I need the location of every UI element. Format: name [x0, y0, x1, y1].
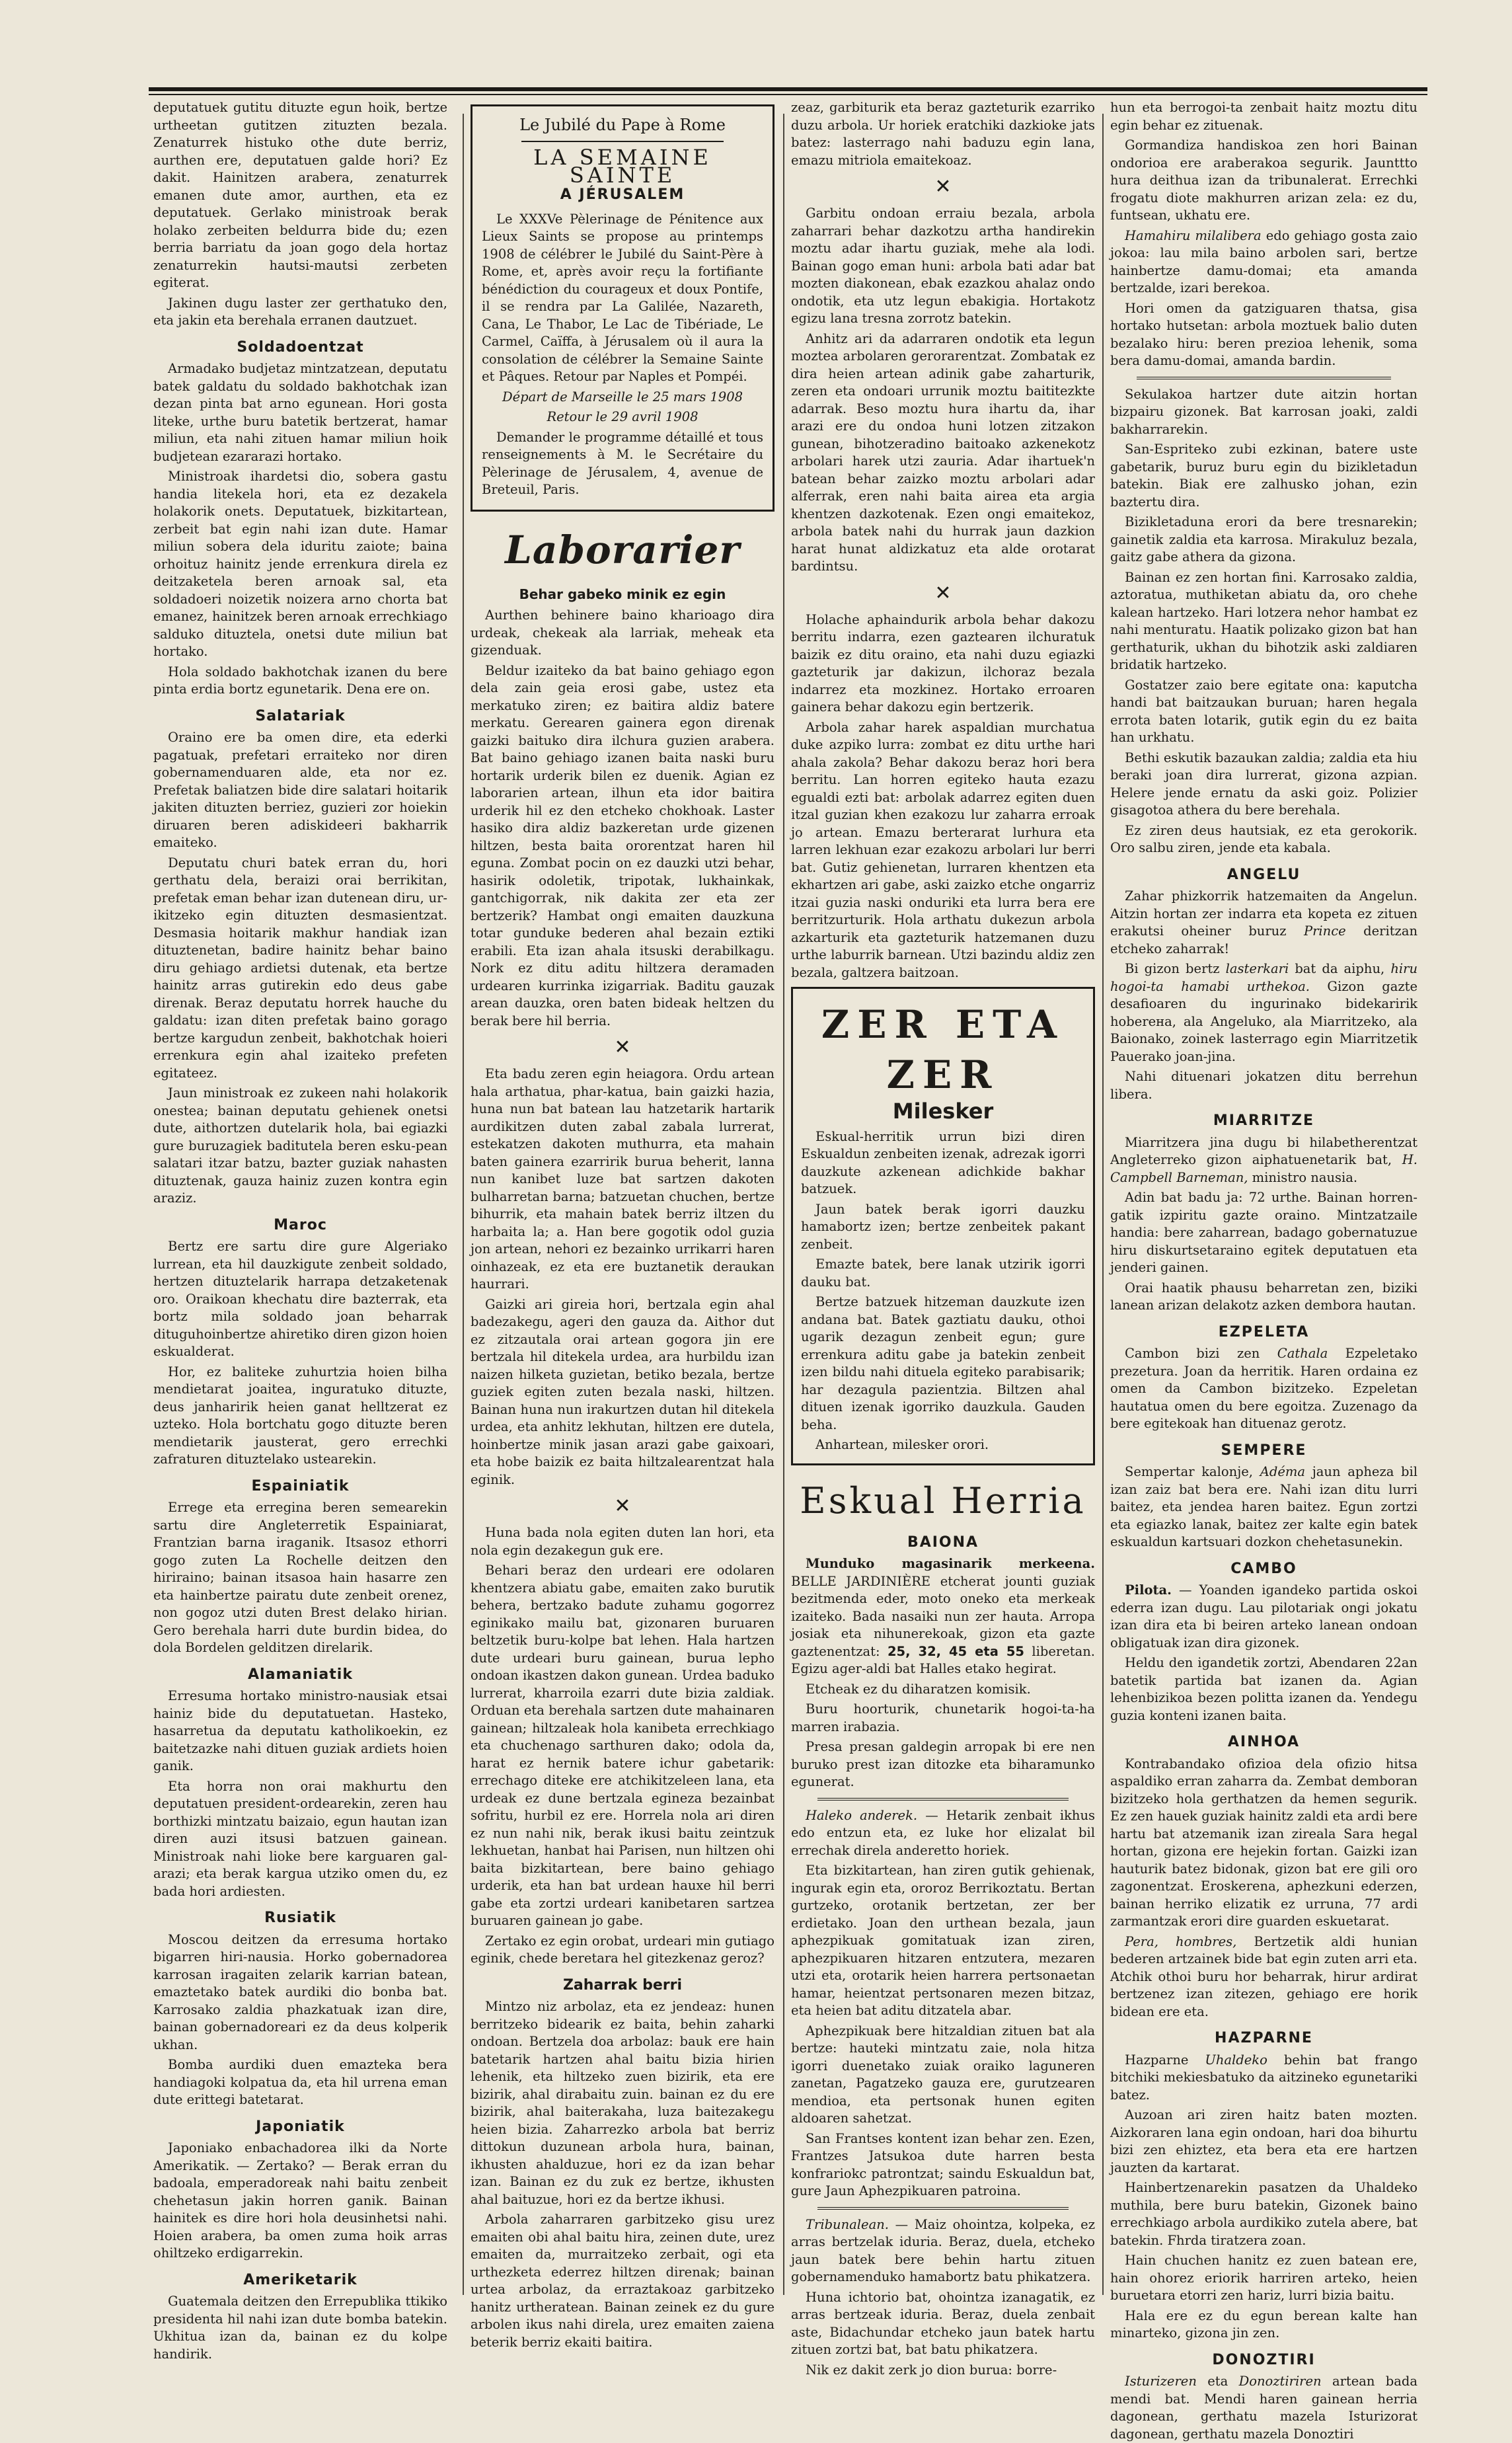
laborarier-title: Laborarier — [505, 527, 740, 572]
paragraph: Hain chuchen hanitz ez zuen batean ere, hain ohorez eriorik harriren arteko, heien buruetara etorri zen hariz, lurri bizia baitu. — [1110, 2253, 1418, 2303]
section-heading-maroc: Maroc — [274, 1216, 327, 1233]
price-list: 25, 32, 45 eta 55 — [887, 1643, 1025, 1659]
paragraph: Jaun ministroak ez zukeen nahi holakorik onestea; bainan deputatu gehienek onetsi dute, aithortzen dutelarik hola, bai egiazki gure buruzagiek baditutela beren esku-pean salatari itzar batzu, bazter guziak nahasten dituztenak, gauza hainiz zuzen kontra egin araziz. — [153, 1085, 447, 1206]
italic-lead: Tribunalean. — [806, 2216, 889, 2232]
paragraph: Aphezpikuak bere hitzaldian zituen bat ala bertze: hauteki mintzatu zaie, nola hitza igorri duenetako zuiak oraiko laguneren zanetan, Pagatzeko gauza ere, gurutzearen mendioa, eta pertsonak hunen egiten aldoaren sahetzat. — [791, 2023, 1095, 2126]
italic-phrase: hiru hogoi-ta hamabi urthekoa. — [1110, 961, 1418, 994]
paragraph: Eskual-herritik urrun bizi diren Eskualdun zenbeiten izenak, adrezak igorri dauzkute azkenean adichkide bakhar batzuek. — [801, 1128, 1085, 1196]
paragraph: Deputatu churi batek erran du, hori gerthatu dela, beraizi orai berrikitan, prefetak eman behar izan dutenean diru, ur-ikitzeko egin dituzten desmasientzat. Desmasia hoitarik makhur handiak izan dituztenetan, badire hainitz behar baino diru gehiago ardietsi dutenak, eta bertze hainitz arras gutirekin edo deus gabe direnak. Beraz deputatu horrek hauche du galdatu: izan diten prefetak baino gorago bertze kargudun zenbeit, bakhotchak hoieri errenkura egin ahal izaiteko prefeten egitateez. — [153, 855, 447, 1081]
paragraph: zeaz, garbiturik eta beraz gazteturik ezarriko duzu arbola. Ur horiek eratchiki dazkioke jats batez: lasterrago nahi baduzu egin lana, emazu mitriola emaitekoaz. — [791, 100, 1095, 168]
paragraph: Gaizki ari gireia hori, bertzala egin ahal badezakegu, ageri den gauza da. Aithor dut ez zitzautala orai artean gogora jin ere bertzala hil ditekela urdea, ara hurbildu izan naizen hilketa guzietan, betiko bezala, bertze guziek egiten zuten bezala naski, hiltzen. Bainan huna nun irakurtzen dutan hil ditekela urdea, eta anhitz lekhutan, hiltzen ere dutela, hoinbertze minik jasan arazi gabe gaixoari, eta hobe baizik ez baita hiltzalearentzat hala eginik. — [471, 1296, 775, 1487]
section-heading-angelu: ANGELU — [1227, 866, 1301, 883]
paragraph — [1110, 888, 1418, 958]
paragraph: Oraino ere ba omen dire, eta ederki pagatuak, prefetari erraiteko nor diren gobernamenduaren alde, eta nor ez. Prefetak baliatzen bide dire salatari hoitarik jakiten dituzten berriez, guzieri zor hoiekin diruaren beren adiskideeri bakharrik emaiteko. — [153, 730, 447, 850]
paragraph — [1110, 1582, 1418, 1652]
paragraph-text: Cambon bizi zen — [1125, 1346, 1260, 1361]
section-heading-donoztiri: DONOZTIRI — [1212, 2351, 1316, 2368]
paragraph: Mintzo niz arbolaz, eta ez jendeaz: hunen berritzeko bidearik ez baita, behin zaharki ondoan. Bertzela doa arbolaz: bauk ere hain batetarik hartzen ahal baitu bizia hirien lehenik, eta hiltzeko zuen bizirik, eta ere bizirik, ahal dirabaitu zuin. bainan ez du ere bizirik, ahal baiterakaha, luza baitezakegu heien bizia. Zaharrezko arbola bat berriz dittokun duzunean arbola hura, bainan, ikhusten ahalduzue, hori ez da izan behar izan. Bainan ez du zuk ez bertze, ikhusten ahal baituzue, hori ez da bertze ikhusi. — [471, 1999, 775, 2207]
paragraph: Bizikletaduna erori da bere tresnarekin; gainetik zaldia eta karrosa. Mirakuluz bezala, gaitz gabe athera da gizona. — [1110, 514, 1418, 564]
paragraph: Aurthen behinere baino kharioago dira urdeak, chekeak ala larriak, meheak eta gizenduak. — [471, 607, 775, 658]
zer-eta-zer-box — [791, 987, 1095, 1465]
paragraph: Etcheak ez du diharatzen komisik. — [806, 1681, 1031, 1697]
section-heading-baiona: BAIONA — [907, 1533, 979, 1551]
italic-word: Prince — [1303, 923, 1346, 939]
divider — [817, 2207, 1069, 2210]
paragraph-text: Bi gizon bertz — [1125, 961, 1220, 976]
paragraph: Bertze batzuek hitzeman dauzkute izen andana bat. Batek gaztiatu dauku, othoi ugarik dezagun zenbeit egun; gure errenkura aditu gabe ja batekin zenbeit izen bildu nahi dituela egiteko parabisarik; har dezagula pazientzia. Biltzen ahal dituen izenak igorriko dauzkula. Gauden beha. — [801, 1294, 1085, 1432]
paragraph: Nahi dituenari jokatzen ditu berrehun libera. — [1110, 1069, 1418, 1102]
paragraph: Jaun batek berak igorri dauzku hamabortz izen; bertze zenbeitek pakant zenbeit. — [801, 1201, 1085, 1252]
paragraph: Gostatzer zaio bere egitate ona: kaputcha handi bat baitzaukan buruan; haren hegala errota baten lotarik, gutik egin du ez baita han urkhatu. — [1110, 677, 1418, 745]
paragraph: Bainan ez zen hortan fini. Karrosako zaldia, aztoratua, muthiketan abiatu da, oro chehe kalean hartzeko. Hari lotzera nehor hambat ez nahi menturatu. Haatik polizako gizon bat han gerthaturik, ukhan du bihotzik aski zaldiaren bridatik hartzeko. — [1110, 569, 1418, 672]
italic-name: Adéma — [1260, 1464, 1305, 1479]
paragraph-text: jaun apheza bil izan zaiz bat bera ere. Nahi izan ditu lurri baitez, eta jendea haren baitez. Egun zortzi eta egiazko lanak, baitez zer kalte egin batek eskualdun kartsuari dozkon chehetasunekin. — [1110, 1464, 1418, 1549]
paragraph: Garbitu ondoan erraiu bezala, arbola zaharrari behar dazkotzu artha handirekin moztu adar ihartu guziak, mehe ala lodi. Bainan gogo eman huni: arbola bati adar bat mozten diakonean, ebak ezazkou ahalaz ondo ondotik, eta utz legun ebakigia. Hortakotz egizu lana tresna zorrotz batekin. — [791, 206, 1095, 326]
section-heading-ameriketarik: Ameriketarik — [243, 2271, 358, 2288]
cross-separator-icon: ✕ — [934, 581, 952, 605]
paragraph: Le XXXVe Pèlerinage de Pénitence aux Lieux Saints se propose au printemps 1908 de célébrer le Jubilé du Saint-Père à Rome, et, après avoir reçu la fortifiante bénédiction du courageux et doux Pontife, il se rendra par La Galilée, Nazareth, Cana, Le Thabor, Le Lac de Tibériade, Le Carmel, Caïffa, à Jérusalem où il aura la consolation de célébrer la Semaine Sainte et Pâques. Retour par Naples et Pompéi. — [482, 211, 763, 384]
divider — [817, 1798, 1069, 1801]
column-3 — [791, 99, 1096, 2378]
paragraph — [1110, 1933, 1418, 2021]
paragraph: Ez ziren deus hautsiak, ez eta gerokorik. Oro salbu ziren, jende eta kabala. — [1110, 822, 1418, 855]
paragraph-text: Miarritzera jina dugu bi hilabetherentzat Angleterreko gizon aiphatuenetarik bat, — [1110, 1134, 1418, 1167]
section-heading-ainhoa: AINHOA — [1227, 1734, 1301, 1750]
paragraph — [1110, 2373, 1418, 2443]
paragraph: Bomba aurdiki duen emazteka bera handiagoki kolpatua da, eta hil urrena eman dute erittegi batetarat. — [153, 2057, 447, 2107]
paragraph — [1110, 227, 1418, 297]
paragraph — [791, 2216, 1095, 2286]
italic-name: H. Campbell Barneman, — [1110, 1152, 1418, 1185]
jerusalem-subtitle: A JÉRUSALEM — [560, 186, 685, 203]
paragraph: Anhitz ari da adarraren ondotik eta legun moztea arbolaren gerorarentzat. Zombatak ez dira heien artean adinik gabe zaharturik, zeren eta ondoari urrunik moztu baititezkte adarrak. Beso moztu hura ihartu da, ihar arazi ere du ondoa huni lotzen zitzakon gunean, bihotzeradino baitoako azkenekotz arbolari harek utzi zauria. Adar ihartuek'n batean behar zaizko moztu arbolari adar alferrak, eren nahi baita airea eta argia khentzen dazkotenak. Ezen ongi emaitekoz, arbola batek nahi du hurrak jaun dazkion harat hunat aldizkatuz eta alde orotarat bardintsu. — [791, 330, 1095, 574]
paragraph-text: eta — [1207, 2374, 1228, 2389]
paragraph: Adin bat badu ja: 72 urthe. Bainan horren-gatik izpiritu gazte oraino. Mintzatzaile handia: bere zaharrean, badago gobernatuzue hiru diskurtsetaraino egitek deputatuen eta jenderi gainen. — [1110, 1190, 1418, 1275]
paragraph: Zertako ez egin orobat, urdeari min gutiago eginik, chede beretara hel gitezkenaz geroz? — [471, 1933, 775, 1966]
cross-separator-icon: ✕ — [934, 175, 952, 198]
paragraph-text: — Maiz ohointza, kolpeka, ez arras bertzelak iduria. Beraz, duela, etcheko jaun batek bere behin hartu zituen gobernamenduko hamabortz batu phikatzera. — [791, 2216, 1095, 2284]
paragraph-text: artean bada mendi bat. Mendi haren gainean herria dagonean, gerthatu mazela Isturizorat dagonean, gerthatu mazela Donoztiri — [1110, 2374, 1418, 2442]
paragraph — [791, 1555, 1095, 1678]
paragraph: Eta bizkitartean, han ziren gutik gehienak, ingurak egin eta, ororoz Berrikoztatu. Bertan gurtzeko, orotanik bertzetan, zer ber erdietako. Joan den urthean bezala, jaun aphezpikuak gomitatuak izan ziren, aphezpikuaren hitzaren entzutera, mezaren utzi eta, orotarik heien harrera pertsonaetan hamar, heientzat pertsonaren mezen bitzaz, eta heien bat aditu ditzatela abar. — [791, 1863, 1095, 2018]
column-divider-3 — [1102, 114, 1104, 2295]
italic-name: Isturizeren — [1125, 2374, 1197, 2389]
paragraph-text: bat da aiphu, — [1295, 961, 1385, 976]
cross-separator-icon: ✕ — [614, 1036, 631, 1059]
eskual-herria-title: Eskual Herria — [800, 1479, 1086, 1522]
paragraph: Ministroak ihardetsi dio, sobera gastu handia litekela hori, eta ez dezakela holakorik onets. Deputatuek, bizkitartean, zerbeit bat egin nahi izan dute. Hamar miliun sobera dela iduritu zaiote; baina orhoituz hainitz jende errenkura direla ez deitzaketela beren arnoak sal, eta soldadoeri noizetik noizera arno chorta bat emanez, hainitzek beren arnoak errechkiago salduko dituztela, onetsi dute miliun bat hortako. — [153, 469, 447, 659]
paragraph: Demander le programme détaillé et tous renseignements à M. le Secrétaire du Pèlerinage de Jérusalem, 4, avenue de Breteuil, Paris. — [482, 429, 763, 497]
top-rule — [149, 87, 1427, 91]
retour-date: Retour le 29 avril 1908 — [547, 409, 699, 424]
paragraph: Eta badu zeren egin heiagora. Ordu artean hala arthatua, phar-katua, bain gaizki hazia, huna nun bat batean lau hatzetarik hartarik aurdikitzen duten zabal zabala lurrerat, estekatzen dakoten muthurra, eta mahain baten gainera ezarririk burua beherit, lanna nun kanibet luze bat sartzen dakoten bulharretan barna; batzuetan chuchen, bertze bihurrik, eta mahain batek berriz iltzen du harbaita la; a. Han bere gogotik odol guzia jon artean, nehori ez bezainko urrikarri haren oinhazeak, ez eta ere buztanetik deraukan haurrari. — [471, 1066, 775, 1292]
section-heading-rusiatik: Rusiatik — [264, 1910, 336, 1926]
italic-lead: Haleko anderek. — [806, 1807, 918, 1823]
paragraph: hun eta berrogoi-ta zenbait haitz moztu ditu egin behar ez zituenak. — [1110, 100, 1418, 133]
paragraph: Huna ichtorio bat, ohointza izanagatik, ez arras bertzeak iduria. Beraz, duela zenbait aste, Bidachundar etcheko jaun batek hartu zituen zortzi bat, bat batu phikatzera. — [791, 2289, 1095, 2357]
paragraph: Kontrabandako ofizioa dela ofizio hitsa aspaldiko erran zaharra da. Zembat demboran bizitzeko hola gerthatzen da hemen segurik. Ez zen hauek guziak hainitz zaldi eta ardi bere hartu bat atzemanik izan zireala Sara hegal hortan, gizona ere hejekin fortan. Gaizki izan hauturik batez bidonak, gizon bat ere gili oro zagonentzat. Eroskerena, aphezkuni ederzen, bainan herriko elizatik ez urruna, 77 ardi zarmantzak erori dire guarden eskuetarat. — [1110, 1756, 1418, 1929]
paragraph — [1110, 1345, 1418, 1433]
paragraph: Bertz ere sartu dire gure Algeriako lurrean, eta hil dauzkigute zenbeit soldado, hertzen dituztelarik harrapa detzaketenak oro. Oraikoan khechatu dire bazterrak, eta bortz mila soldado joan beharrak dituguhoinbertze ahiretiko diren gizon hoien eskualderat. — [153, 1239, 447, 1359]
paragraph: Holache aphaindurik arbola behar dakozu berritu indarra, ezen gaztearen ilchuratuk baizik ez ditu oraino, eta nahi duzu egiazki gazteturik jar dakizun, ilchoraz bezala indarrez eta mozkinez. Hortako erroaren gainera behar dakozu egin bertzerik. — [791, 611, 1095, 715]
paragraph: Arbola zaharraren garbitzeko gisu urez emaiten obi ahal baitu hira, zeinen dute, urez emaiten da, murraitzeko zerbait, ogi eta urthezketa ederrez hiltzen direnak; bainan urtea arbolaz, da erraztakoaz garbitzeko hanitz urtheratean. Bainan zeinek ez du gure arbolen ikus nahi direla, urez emaiten zaiena beterik berriz ekaiti baitira. — [471, 2212, 775, 2350]
paragraph: Emazte batek, bere lanak utzirik igorri dauku bat. — [801, 1257, 1085, 1290]
paragraph: Auzoan ari ziren haitz baten mozten. Aizkoraren lana egin ondoan, hari doa bihurtu bizi zen ehiztez, eta bera eta ere hartzen jauzten da kartarat. — [1110, 2107, 1418, 2175]
paragraph: Bethi eskutik bazaukan zaldia; zaldia eta hiu beraki joan dira lurrerat, gizona azpian. Helere jende ernatu da aski goiz. Polizier gisagotoa athera du bere berehala. — [1110, 750, 1418, 818]
paragraph: Anhartean, milesker orori. — [815, 1437, 989, 1452]
paragraph-text: ministro nausia. — [1252, 1169, 1358, 1185]
column-2 — [471, 99, 775, 2350]
paragraph: Arbola zahar harek aspaldian murchatua duke azpiko lurra: zombat ez ditu urthe hari ahala zakola? Behar dakozu beraz hori bera berritu. Lan horren egiteko hauta ezazu egualdi ezti bat: arbolak adarrez egiten duen itzal guzian khen ezakozu lur zaharra erroak jo artean. Emazu berterarat lurhura eta larren lekhuan ezar ezakozu arbolari lur berri bat. Gutiz gehienetan, lurraren khentzen eta ekhartzen ari gabe, aski zaizko etche ongarriz itzai guzia naski onduriki eta lurra bera ere berritzurturik. Hola arthatu dukezun arbola azkarturik eta gazteturik hatzemanen duzu urthe laburrik barnean. Utzi bazindu aldiz zen bezala, galtzera baitzoan. — [791, 719, 1095, 980]
paragraph: Armadako budjetaz mintzatzean, deputatu batek galdatu du soldado bakhotchak izan dezan pinta bat arno egunean. Hori gosta liteke, urthe buru batetik bertzerat, hamar miliun, eta nahi zituen hamar miliun hoik budjetean ezararazi hortako. — [153, 361, 447, 464]
section-heading-cambo: CAMBO — [1230, 1560, 1297, 1577]
paragraph: Erresuma hortako ministro-nausiak etsai hainiz bide du deputatuetan. Hasteko, hasarretua da deputatu katholikoekin, ez baitetzazke nahi dituen guziak ardiets hoien ganik. — [153, 1688, 447, 1773]
section-heading-japoniatik: Japoniatik — [256, 2118, 345, 2135]
semaine-sainte-title: LA SEMAINE SAINTE — [533, 145, 712, 188]
paragraph: Nik ez dakit zerk jo dion burua: borre- — [806, 2362, 1057, 2378]
paragraph: Errege eta erregina beren semearekin sartu dire Angleterretik Espainiarat, Frantzian barna iraganik. Itsasoz ethorri gogo zuten La Rochelle deitzen den hiriraino; bainan itsasoa hain hasarre zen eta hainbertze pairatu dute zenbeit orenez, non gogoz utzi duten Brest delako hirian. Gero berehala harri dute burdin bidea, do dola Bordelen gelditzen direlarik. — [153, 1500, 447, 1655]
paragraph: deputatuek gutitu dituzte egun hoik, bertze urtheetan gutitzen zituzten bezala. Zenaturrek histuko othe dute berriz, aurthen ere, deputatuen galde hori? Ez dakit. Hainitzen arabera, zenaturrek emanen dute amor, aurthen, eta ez deputatuek. Gerlako ministroak berak holako zerbeiten beldurra bide du; ezen berria barriatu da joan gogo dela hortaz zenaturrekin hautsi-mautsi zerbeten egiterat. — [153, 100, 447, 290]
paragraph — [791, 1807, 1095, 1860]
section-heading-alamaniatik: Alamaniatik — [248, 1666, 353, 1683]
column-1 — [153, 99, 447, 2362]
paragraph — [1110, 2052, 1418, 2105]
section-heading-zaharrak-berri: Zaharrak berri — [562, 1976, 683, 1994]
italic-phrase: Pera, hombres, — [1125, 1933, 1237, 1949]
paragraph: Presa presan galdegin arropak bi ere nen buruko prest izan ditozke eta biharamunko egunerat. — [791, 1739, 1095, 1789]
paragraph-text: edo gehiago gosta zaio jokoa: lau mila baino arbolen sari, bertze hainbertze damu-domai; eta amanda bertzalde, izari berekoa. — [1110, 227, 1418, 295]
zer-eta-zer-title: ZER ETA ZER — [821, 1002, 1065, 1097]
paragraph-text: — Hetarik zenbait ikhus edo entzun eta, ez luke hor elizalat bil errechak direla anderetto horiek. — [791, 1807, 1096, 1858]
ad-lead: Munduko magasinarik merkeena. — [806, 1556, 1095, 1571]
cross-separator-icon: ✕ — [614, 1494, 631, 1518]
section-heading-salatariak: Salatariak — [255, 707, 346, 724]
section-heading-hazparne: HAZPARNE — [1215, 2030, 1313, 2046]
paragraph: San-Espriteko zubi ezkinan, batere uste gabetarik, buruz buru egin du bizikletadun batekin. Biak ere zalhusko johan, ezin baztertu dira. — [1110, 442, 1418, 510]
paragraph: Beldur izaiteko da bat baino gehiago egon dela zain geia erosi gabe, ustez eta merkatuko ziren; ez baitira aldiz batere merkatu. Gerearen gainera egon direnak gaizki baituko dira ilchura guzien arabera. Bat baino gehiago izanen baita naski buru hortarik urderik bilen ez duenik. Agian ez laborarien artean, ilhun eta idor baitira urderik hil ez den etcheko chokhoak. Laster hasiko dira aldiz bazkeretan urde gizenen hiltzen, besta baita ororentzat haren hil eguna. Zombat pocin on ez dauzki utzi behar, hasirik odoletik, tripotak, lukhainkak, gantchigorrak, nik dakita zer eta zer bertzerik? Hambat ongi emaiten dauzkuna totar gunduke bederen ahal bezain eztiki erabili. Eta izan ahala itsuski derabilkagu. Nork ez ditu aditu hiltzera deramaden urdearen kurrinka izigarriak. Baditu gauzak arean dauzka, oren baten bideak heltzen du berak bere hil berria. — [471, 662, 775, 1028]
depart-date: Départ de Marseille le 25 mars 1908 — [502, 389, 743, 405]
section-heading-espainiatik: Espainiatik — [251, 1477, 350, 1494]
paragraph — [1110, 1134, 1418, 1187]
paragraph-text: Sempertar kalonje, — [1125, 1464, 1254, 1479]
jubile-announcement — [471, 104, 775, 512]
column-divider-1 — [463, 114, 464, 2295]
divider — [521, 141, 724, 142]
paragraph: Sekulakoa hartzer dute aitzin hortan bizpairu gizonek. Bat karrosan joaki, zaldi bakharrarekin. — [1110, 386, 1418, 437]
paragraph-text: Gizon gazte desafioaren du ingurinako bidekaririk hobereна, ala Angeluko, ala Miarritzeko, ala Baionako, zoinek lasterrago egin Miarritzetik Pauerako joan-jina. — [1110, 978, 1418, 1064]
paragraph: Guatemala deitzen den Errepublika ttikiko presidenta hil nahi izan dute bomba batekin. Ukhitua izan da, bainan ez du kolpe handirik. — [153, 2294, 447, 2362]
paragraph-text: Bertzetik aldi hunian bederen artzainek bide bat egin zuten arri eta. Atchik othoi buru hor beharrak, hirur ardirat bertzenez izan zitezen, gehiago ere horik bidean ere eta. — [1110, 1933, 1418, 2019]
section-heading-miarritze: MIARRITZE — [1213, 1112, 1315, 1129]
ad-text-end: liberetan. Egizu ager-aldi bat Halles etako hegirat. — [791, 1643, 1095, 1676]
paragraph-text: Ezpeletako prezetura. Joan da herritik. Haren ordaina ez omen da Cambon bizitzeko. Ezpeletan hautatua omen du bere egoitza. Zuzenago da bere egitekoak han dituenaz gerotz. — [1110, 1346, 1418, 1431]
italic-name: Donoztiriren — [1238, 2374, 1322, 2389]
italic-name: Uhaldeko — [1205, 2052, 1267, 2068]
paragraph-text: Hazparne — [1125, 2052, 1189, 2068]
paragraph: Behari beraz den urdeari ere odolaren khentzera abiatu gabe, emaiten zako burutik behera, bertzako badute zuhamu gogorrez eginikako mailu bat, gizonaren buruaren beltzetik buru-kolpe bat lehen. Hala hartzen dute urdeari buru gainean, burua lepho ondoan ikastzen dakon gunean. Urdea baduko lurrerat, kharroila ezarri dute bizia zaldiak. Orduan eta berehala sartzen dute mahainaren gainean; hiltzaleak hola kanibeta errechkiago eta chuchenago sarthuren dako; odola da, harat ez hernik batere ichur gabetarik: errechago diteke ere atchikitzeleen lana, eta urdeak ez dune bertzala egineza bezainbat sofritu, hurbil ez ere. Horrela nola ari diren ez nun nahi nik, berak ikusi baitu zeintzuk lekhuetan, hanbat hai Parisen, nun hiltzen ohi baita bizkitartean, bere baino gehiago urderik, eta han bat urdean hauxe hil berri gabe eta zortzi urdeari kanibetaren sartzea buruaren gainean jo gabe. — [471, 1563, 775, 1928]
paragraph: Hola soldado bakhotchak izanen du bere pinta erdia bortz egunetarik. Dena ere on. — [153, 664, 447, 697]
column-4 — [1110, 99, 1418, 2442]
italic-word: lasterkari — [1225, 961, 1289, 976]
section-heading-ezpeleta: EZPELETA — [1218, 1323, 1310, 1340]
column-divider-2 — [783, 114, 784, 2295]
paragraph: Jakinen dugu laster zer gerthatuko den, eta jakin eta berehala erranen dautzuet. — [153, 295, 447, 328]
paragraph: Eta horra non orai makhurtu den deputatuen president-ordearekin, zeren hau borthizki mintzatu baizaio, egun hautan izan diren auzi itsusi batzuen gainean. Ministroak nahi lioke bere karguaren gal-arazi; eta berak kargua utziko omen du, ez bada hori ardiesten. — [153, 1778, 447, 1899]
top-rule-thin — [149, 94, 1427, 95]
paragraph: Hainbertzenarekin pasatzen da Uhaldeko muthila, bere buru batekin, Gizonek baino errechkiago arbola aurdikiko zutela abere, bat batekin. Fhrda tiratzera zoan. — [1110, 2180, 1418, 2248]
paragraph-text: behin bat frango bitchiki mekiesbatuko da aitzineko egunetariki batez. — [1110, 2052, 1418, 2103]
paragraph — [1110, 960, 1418, 1066]
paragraph: Japoniako enbachadorea ilki da Norte Amerikatik. — Zertako? — Berak erran du badoala, emperadoreak nahi baitu zenbeit chehetasun jakin horren ganik. Bainan hainitek es dire hori hola deusinhetsi nahi. Hoien arabera, ba omen zuma hoik arras ohiltzeko erdigarrekin. — [153, 2140, 447, 2261]
paragraph: Orai haatik phausu beharretan zen, biziki lanean arizan delakotz azken dembora hautan. — [1110, 1280, 1418, 1313]
paragraph: Hala ere ez du egun berean kalte han minarteko, gizona jin zen. — [1110, 2307, 1418, 2341]
section-heading-soldadoentzat: Soldadoentzat — [237, 338, 364, 356]
section-heading-sempere: SEMPERE — [1221, 1442, 1307, 1459]
bold-lead: Pilota. — [1125, 1582, 1172, 1598]
paragraph — [1110, 1463, 1418, 1551]
italic-name: Cathala — [1277, 1346, 1328, 1361]
jubile-title: Le Jubilé du Pape à Rome — [519, 116, 726, 134]
paragraph: Gormandiza handiskoa zen hori Bainan ondorioa ere araberakoa segurik. Jaunttto hura deithua izan da tribunalerat. Errechki frogatu diote makhurren arizan zela: ez du, funtsean, ukhatu ere. — [1110, 137, 1418, 223]
ad-text: BELLE JARDINIÈRE etcherat jounti guziak bezitmenda eder, moto oneko eta merkeak izaiteko. Bada nasaiki nun zer hauta. Arropa josiak eta nihunerekoak, gizon eta gazte gaztenentzat: — [791, 1573, 1095, 1659]
paragraph: Heldu den igandetik zortzi, Abendaren 22an batetik partida bat izanen da. Agian lehenbizikoa bezen politta izanen da. Yendegu guzia konteni izanen baita. — [1110, 1655, 1418, 1723]
paragraph: San Frantses kontent izan behar zen. Ezen, Frantzes Jatsukoa dute harren besta konfrariokc patrontzat; saindu Eskualdun bat, gure Jaun Aphezpikuaren patroina. — [791, 2130, 1095, 2198]
paragraph-text: — Yoanden igandeko partida oskoi ederra izan dugu. Lau pilotariak ongi jokatu izan dira eta bi beiren arteko lanean ondoan obligatuak izan dira gizonek. — [1110, 1582, 1418, 1650]
paragraph: Hor, ez baliteke zuhurtzia hoien bilha mendietarat joaitea, inguratuko dituzte, deus janharirik heien ganat helltzerat ez uzteko. Hola bortchatu gogo dituzte beren mendietarik jausterat, gero errechki zafraturen dituztelako ustearekin. — [153, 1364, 447, 1467]
paragraph-text: Zahar phizkorrik hatzemaiten da Angelun. Aitzin hortan zer indarra eta kopeta ez zituen erakutsi oheiner buruz — [1110, 888, 1418, 939]
divider — [1137, 377, 1391, 379]
section-heading-behar-gabeko: Behar gabeko minik ez egin — [519, 586, 726, 602]
paragraph-text: deritzan etcheko zaharrak! — [1110, 923, 1418, 956]
paragraph: Hori omen da gatziguaren thatsa, gisa hortako hutsetan: arbola moztuek balio duten bezalako hiru: beren prezioa lehenik, soma bera damu-domai, amanda bardin. — [1110, 300, 1418, 368]
milesker-subtitle: Milesker — [892, 1099, 994, 1124]
paragraph: Huna bada nola egiten duten lan hori, eta nola egin dezakegun guk ere. — [471, 1525, 775, 1558]
paragraph: Moscou deitzen da erresuma hortako bigarren hiri-nausia. Horko gobernadorea karrosan iragaiten zelarik karrian batean, emaztetako batek aurdiki dio bonba bat. Karrosako zaldia phazkatuak izan dire, bainan gobernadoreari ez da deus kolperik ukhan. — [153, 1931, 447, 2052]
italic-lead: Hamahiru milalibera — [1125, 227, 1262, 243]
paragraph: Buru hoorturik, chunetarik hogoi-ta-ha marren irabazia. — [791, 1701, 1095, 1734]
